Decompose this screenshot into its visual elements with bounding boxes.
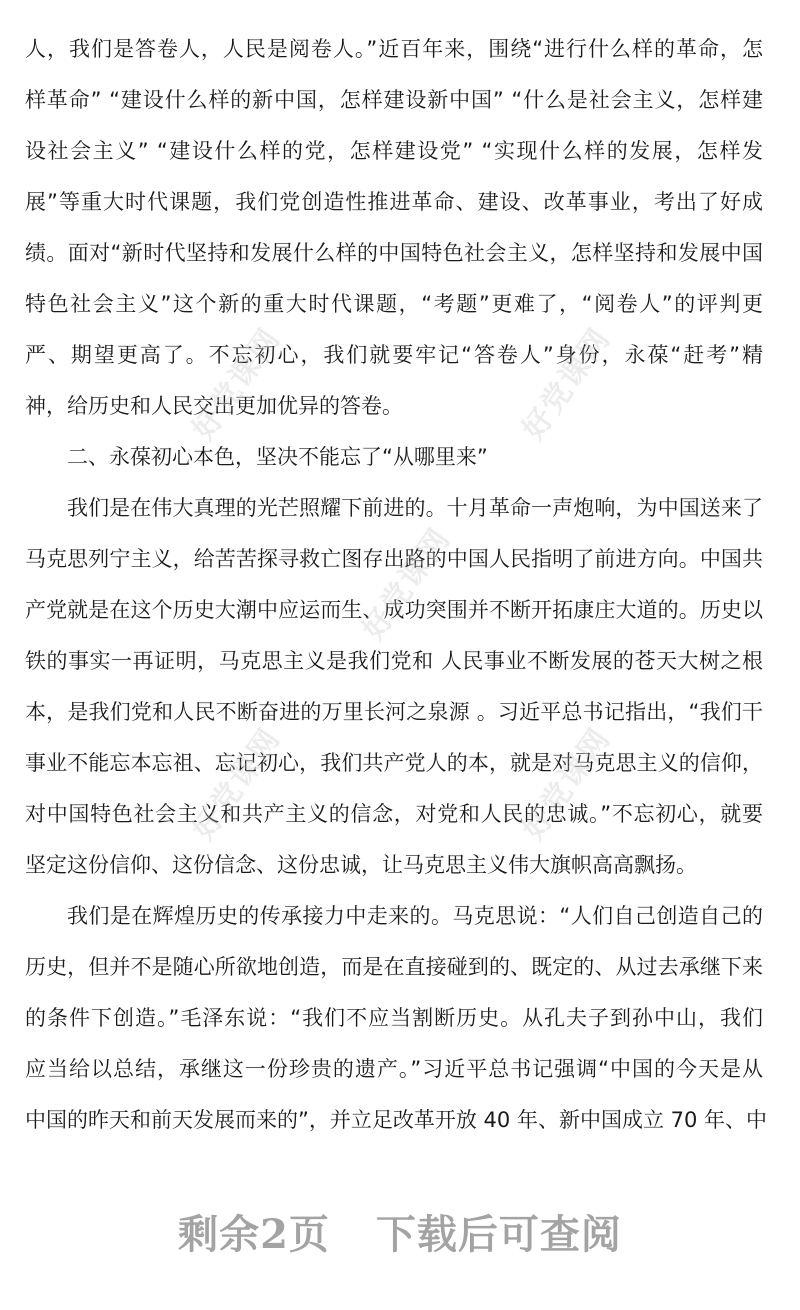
- section-heading: 二、永葆初心本色，坚决不能忘了“从哪里来”: [67, 445, 488, 469]
- text-line: 绩。面对“新时代坚持和发展什么样的中国特色社会主义，怎样坚持和发展中国: [25, 241, 763, 265]
- text-line: 人，我们是答卷人，人民是阅卷人。”近百年来，围绕“进行什么样的革命，怎: [25, 37, 763, 61]
- text-line: 对中国特色社会主义和共产主义的信念，对党和人民的忠诚。”不忘初心，就要: [25, 802, 763, 826]
- text-line: 展”等重大时代课题，我们党创造性推进革命、建设、改革事业，考出了好成: [25, 190, 763, 214]
- text-line: 中国的昨天和前天发展而来的”，并立足改革开放 40 年、新中国成立 70 年、中: [25, 1108, 768, 1132]
- text-line: 特色社会主义”这个新的重大时代课题，“考题”更难了，“阅卷人”的评判更: [25, 292, 763, 316]
- text-line: 坚定这份信仰、这份信念、这份忠诚，让马克思主义伟大旗帜高高飘扬。: [25, 853, 697, 877]
- text-line: 产党就是在这个历史大潮中应运而生、成功突围并不断开拓康庄大道的。历史以: [25, 598, 763, 622]
- document-body: [25, 24, 768, 1146]
- watermark: 好党课网: [515, 721, 618, 847]
- watermark: 好党课网: [355, 521, 458, 647]
- watermark: 好党课网: [515, 321, 618, 447]
- text-line: 事业不能忘本忘祖、忘记初心，我们共产党人的本，就是对马克思主义的信仰，: [25, 751, 763, 775]
- text-line: 本，是我们党和人民不断奋进的万里长河之泉源 。习近平总书记指出，“我们干: [25, 700, 763, 724]
- text-line: 神，给历史和人民交出更加优异的答卷。: [25, 394, 403, 418]
- text-line: 我们是在伟大真理的光芒照耀下前进的。十月革命一声炮响，为中国送来了: [67, 496, 763, 520]
- watermark: 好党课网: [185, 721, 288, 847]
- text-line: 样革命” “建设什么样的新中国，怎样建设新中国” “什么是社会主义，怎样建: [25, 88, 763, 112]
- text-line: 应当给以总结，承继这一份珍贵的遗产。”习近平总书记强调“中国的今天是从: [25, 1057, 763, 1081]
- text-line: 历史，但并不是随心所欲地创造，而是在直接碰到的、既定的、从过去承继下来: [25, 955, 763, 979]
- download-prompt-banner[interactable]: [0, 1205, 800, 1265]
- text-line: 设社会主义” “建设什么样的党，怎样建设党” “实现什么样的发展，怎样发: [25, 139, 763, 163]
- text-line: 严、期望更高了。不忘初心，我们就要牢记“答卷人”身份，永葆“赶考”精: [25, 343, 763, 367]
- download-to-view-label[interactable]: 下载后可查阅: [375, 1211, 622, 1258]
- text-line: 的条件下创造。”毛泽东说：“我们不应当割断历史。从孔夫子到孙中山，我们: [25, 1006, 763, 1030]
- text-line: 马克思列宁主义，给苦苦探寻救亡图存出路的中国人民指明了前进方向。中国共: [25, 547, 763, 571]
- text-line: 我们是在辉煌历史的传承接力中走来的。马克思说：“人们自己创造自己的: [67, 904, 763, 928]
- remaining-pages-label: 剩余2页: [178, 1211, 330, 1258]
- text-line: 铁的事实一再证明，马克思主义是我们党和 人民事业不断发展的苍天大树之根: [25, 649, 763, 673]
- watermark: 好党课网: [185, 321, 288, 447]
